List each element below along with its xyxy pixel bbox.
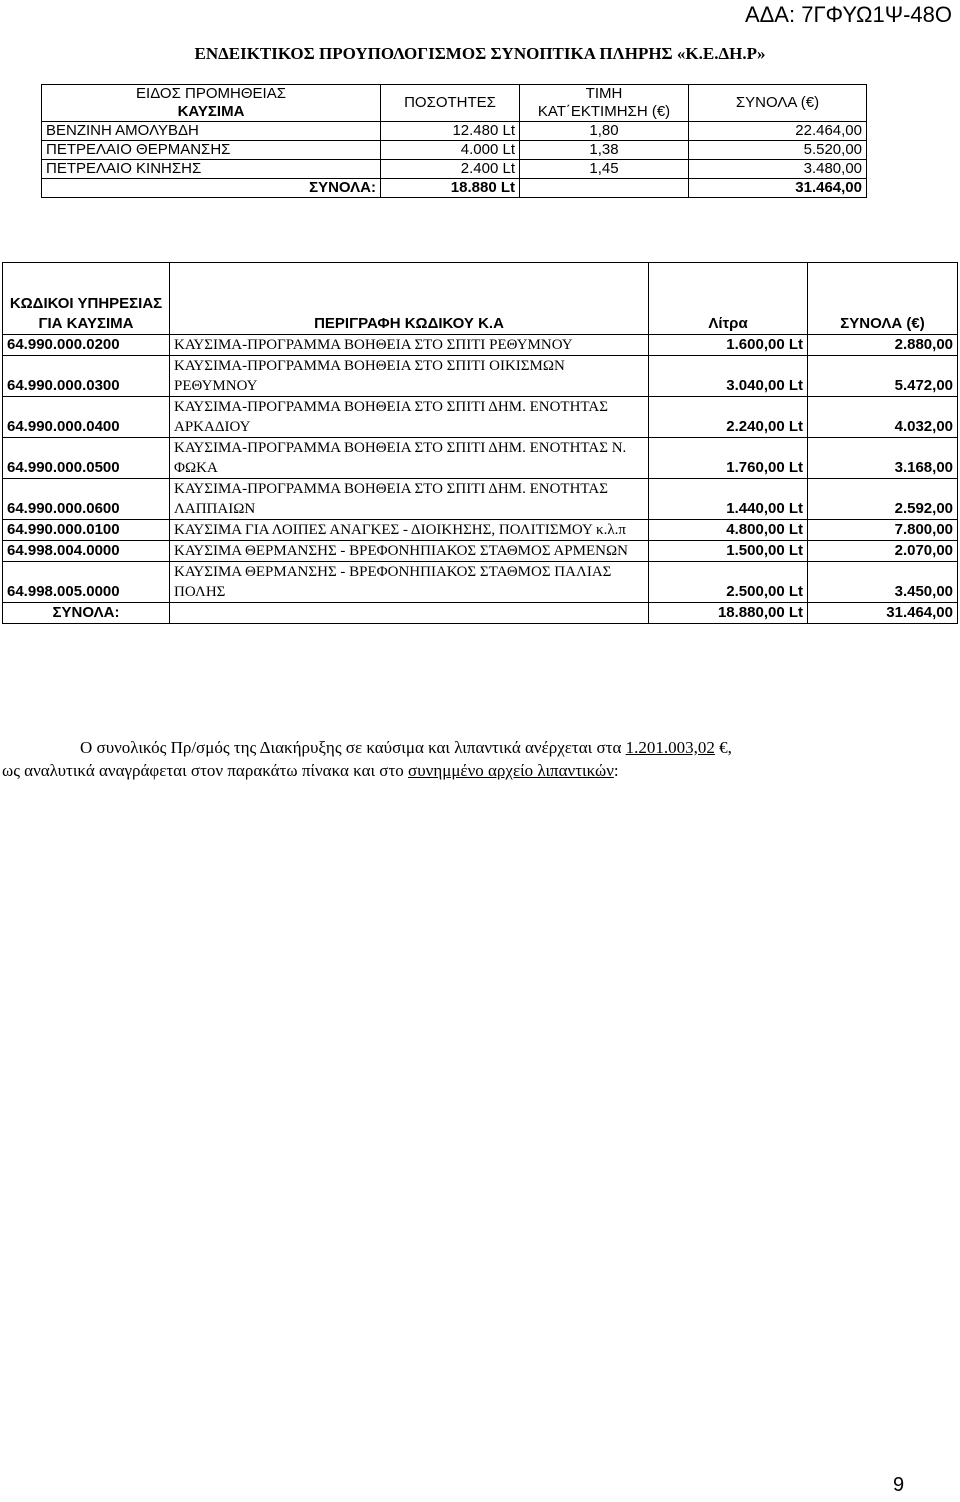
header-totals: ΣΥΝΟΛΑ (€) <box>808 263 958 335</box>
attached-file-link[interactable]: συνημμένο αρχείο λιπαντικών <box>408 761 614 780</box>
total-label: ΣΥΝΟΛΑ: <box>42 179 381 198</box>
table-row <box>3 520 958 541</box>
row-code: 64.998.005.0000 <box>3 562 170 603</box>
row-sum: 2.592,00 <box>808 479 958 520</box>
row-liters: 3.040,00 Lt <box>649 356 808 397</box>
row-code: 64.998.004.0000 <box>3 541 170 562</box>
document-title: ΕΝΔΕΙΚΤΙΚΟΣ ΠΡΟΥΠΟΛΟΓΙΣΜΟΣ ΣΥΝΟΠΤΙΚΑ ΠΛΗΡΗΣ «Κ.Ε.ΔΗ.Ρ» <box>194 44 766 63</box>
header-price-line1: ΤΙΜΗ <box>585 85 623 102</box>
ada-code: ΑΔΑ: 7ΓΦΥΩ1Ψ-48Ο <box>744 2 952 27</box>
total-empty <box>170 603 649 624</box>
row-liters: 1.440,00 Lt <box>649 479 808 520</box>
row-sum: 7.800,00 <box>808 520 958 541</box>
row-description: ΚΑΥΣΙΜΑ ΘΕΡΜΑΝΣΗΣ - ΒΡΕΦΟΝΗΠΙΑΚΟΣ ΣΤΑΘΜΟΣ ΠΑΛΙΑΣ ΠΟΛΗΣ <box>170 562 649 603</box>
paragraph-text: ως αναλυτικά αναγράφεται στον παρακάτω πίνακα και στο <box>2 761 409 780</box>
row-code: 64.990.000.0500 <box>3 438 170 479</box>
service-codes-table <box>2 262 958 624</box>
paragraph-text-end: €, <box>714 738 732 757</box>
item-name: ΠΕΤΡΕΛΑΙΟ ΚΙΝΗΣΗΣ <box>42 160 381 179</box>
total-sum: 31.464,00 <box>808 603 958 624</box>
row-code: 64.990.000.0400 <box>3 397 170 438</box>
header-item-type <box>42 85 381 122</box>
row-description: ΚΑΥΣΙΜΑ-ΠΡΟΓΡΑΜΜΑ ΒΟΗΘΕΙΑ ΣΤΟ ΣΠΙΤΙ ΡΕΘΥΜΝΟΥ <box>170 335 649 356</box>
fuel-summary-table <box>41 84 867 198</box>
header-quantity: ΠΟΣΟΤΗΤΕΣ <box>381 85 520 122</box>
total-label: ΣΥΝΟΛΑ: <box>3 603 170 624</box>
total-empty <box>520 179 689 198</box>
budget-paragraph-line1 <box>80 738 732 758</box>
row-liters: 1.600,00 Lt <box>649 335 808 356</box>
item-total: 22.464,00 <box>689 122 867 141</box>
row-description: ΚΑΥΣΙΜΑ-ΠΡΟΓΡΑΜΜΑ ΒΟΗΘΕΙΑ ΣΤΟ ΣΠΙΤΙ ΟΙΚΙΣΜΩΝ ΡΕΘΥΜΝΟΥ <box>170 356 649 397</box>
row-sum: 2.880,00 <box>808 335 958 356</box>
row-sum: 2.070,00 <box>808 541 958 562</box>
row-liters: 2.500,00 Lt <box>649 562 808 603</box>
row-sum: 3.450,00 <box>808 562 958 603</box>
total-sum: 31.464,00 <box>689 179 867 198</box>
total-qty: 18.880 Lt <box>381 179 520 198</box>
row-description: ΚΑΥΣΙΜΑ-ΠΡΟΓΡΑΜΜΑ ΒΟΗΘΕΙΑ ΣΤΟ ΣΠΙΤΙ ΔΗΜ. ΕΝΟΤΗΤΑΣ Ν. ΦΩΚΑ <box>170 438 649 479</box>
item-qty: 12.480 Lt <box>381 122 520 141</box>
row-code: 64.990.000.0100 <box>3 520 170 541</box>
table-row <box>42 141 867 160</box>
item-price: 1,45 <box>520 160 689 179</box>
row-liters: 1.760,00 Lt <box>649 438 808 479</box>
header-price-line2: ΚΑΤ΄ΕΚΤΙΜΗΣΗ (€) <box>537 103 671 120</box>
item-price: 1,80 <box>520 122 689 141</box>
total-liters: 18.880,00 Lt <box>649 603 808 624</box>
table-row <box>3 479 958 520</box>
item-total: 5.520,00 <box>689 141 867 160</box>
table-row <box>42 122 867 141</box>
budget-amount: 1.201.003,02 <box>625 738 715 757</box>
table-header-row <box>3 263 958 335</box>
table-row <box>3 397 958 438</box>
table-row <box>3 356 958 397</box>
row-liters: 1.500,00 Lt <box>649 541 808 562</box>
row-liters: 4.800,00 Lt <box>649 520 808 541</box>
paragraph-text: Ο συνολικός Πρ/σμός της Διακήρυξης σε καύσιμα και λιπαντικά ανέρχεται στα <box>80 738 626 757</box>
row-code: 64.990.000.0200 <box>3 335 170 356</box>
row-description: ΚΑΥΣΙΜΑ ΓΙΑ ΛΟΙΠΕΣ ΑΝΑΓΚΕΣ - ΔΙΟΙΚΗΣΗΣ, ΠΟΛΙΤΙΣΜΟΥ κ.λ.π <box>170 520 649 541</box>
item-total: 3.480,00 <box>689 160 867 179</box>
header-price <box>520 85 689 122</box>
table-header-row <box>42 85 867 122</box>
budget-paragraph-line2 <box>2 761 619 781</box>
table-row <box>3 438 958 479</box>
row-description: ΚΑΥΣΙΜΑ ΘΕΡΜΑΝΣΗΣ - ΒΡΕΦΟΝΗΠΙΑΚΟΣ ΣΤΑΘΜΟΣ ΑΡΜΕΝΩΝ <box>170 541 649 562</box>
item-price: 1,38 <box>520 141 689 160</box>
item-name: ΒΕΝΖΙΝΗ ΑΜΟΛΥΒΔΗ <box>42 122 381 141</box>
table-row <box>42 160 867 179</box>
paragraph-text-end: : <box>613 761 619 780</box>
table-total-row <box>42 179 867 198</box>
header-codes: ΚΩΔΙΚΟΙ ΥΠΗΡΕΣΙΑΣ ΓΙΑ ΚΑΥΣΙΜΑ <box>3 263 170 335</box>
item-qty: 4.000 Lt <box>381 141 520 160</box>
item-qty: 2.400 Lt <box>381 160 520 179</box>
row-description: ΚΑΥΣΙΜΑ-ΠΡΟΓΡΑΜΜΑ ΒΟΗΘΕΙΑ ΣΤΟ ΣΠΙΤΙ ΔΗΜ. ΕΝΟΤΗΤΑΣ ΑΡΚΑΔΙΟΥ <box>170 397 649 438</box>
header-totals: ΣΥΝΟΛΑ (€) <box>689 85 867 122</box>
header-item-line1: ΕΙΔΟΣ ΠΡΟΜΗΘΕΙΑΣ <box>136 85 286 102</box>
row-sum: 4.032,00 <box>808 397 958 438</box>
row-liters: 2.240,00 Lt <box>649 397 808 438</box>
row-sum: 5.472,00 <box>808 356 958 397</box>
page-number: 9 <box>893 1474 905 1496</box>
table-row <box>3 562 958 603</box>
row-sum: 3.168,00 <box>808 438 958 479</box>
item-name: ΠΕΤΡΕΛΑΙΟ ΘΕΡΜΑΝΣΗΣ <box>42 141 381 160</box>
row-code: 64.990.000.0600 <box>3 479 170 520</box>
header-liters: Λίτρα <box>649 263 808 335</box>
row-description: ΚΑΥΣΙΜΑ-ΠΡΟΓΡΑΜΜΑ ΒΟΗΘΕΙΑ ΣΤΟ ΣΠΙΤΙ ΔΗΜ. ΕΝΟΤΗΤΑΣ ΛΑΠΠΑΙΩΝ <box>170 479 649 520</box>
header-item-line2: ΚΑΥΣΙΜΑ <box>177 103 245 120</box>
table-row <box>3 541 958 562</box>
table-total-row <box>3 603 958 624</box>
row-code: 64.990.000.0300 <box>3 356 170 397</box>
header-description: ΠΕΡΙΓΡΑΦΗ ΚΩΔΙΚΟΥ Κ.Α <box>170 263 649 335</box>
table-row <box>3 335 958 356</box>
